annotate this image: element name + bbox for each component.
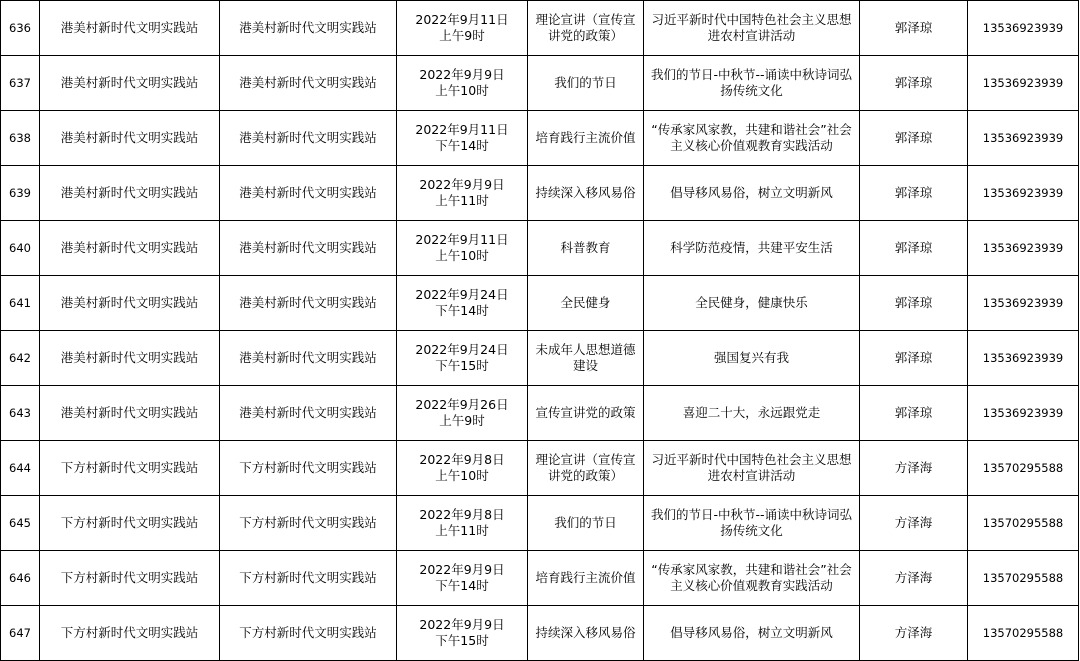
table-body <box>1 1 1079 661</box>
activity-content-cell: 科学防范疫情，共建平安生活 <box>644 221 860 276</box>
unit-name-cell: 港美村新时代文明实践站 <box>40 56 220 111</box>
activity-content-cell: 习近平新时代中国特色社会主义思想进农村宣讲活动 <box>644 1 860 56</box>
unit-name-cell: 下方村新时代文明实践站 <box>40 551 220 606</box>
table-row <box>1 551 1079 606</box>
datetime-cell <box>397 551 528 606</box>
unit-name-cell: 港美村新时代文明实践站 <box>40 221 220 276</box>
activity-content-cell: 倡导移风易俗，树立文明新风 <box>644 166 860 221</box>
table-row <box>1 386 1079 441</box>
table-row <box>1 221 1079 276</box>
activity-content-cell: 喜迎二十大，永远跟党走 <box>644 386 860 441</box>
phone-cell: 13570295588 <box>968 441 1079 496</box>
row-number-cell: 644 <box>1 441 40 496</box>
date-text: 2022年9月24日 <box>415 342 509 357</box>
activity-type-cell: 持续深入移风易俗 <box>528 166 644 221</box>
venue-cell: 港美村新时代文明实践站 <box>220 166 397 221</box>
venue-cell: 港美村新时代文明实践站 <box>220 1 397 56</box>
row-number-cell: 639 <box>1 166 40 221</box>
phone-cell: 13536923939 <box>968 276 1079 331</box>
venue-cell: 下方村新时代文明实践站 <box>220 606 397 661</box>
unit-name-cell: 港美村新时代文明实践站 <box>40 276 220 331</box>
contact-person-cell: 郭泽琼 <box>860 1 968 56</box>
activity-type-cell: 我们的节日 <box>528 56 644 111</box>
time-text: 上午9时 <box>439 28 485 43</box>
time-text: 上午10时 <box>435 468 489 483</box>
activity-type-cell: 全民健身 <box>528 276 644 331</box>
venue-cell: 港美村新时代文明实践站 <box>220 386 397 441</box>
row-number-cell: 640 <box>1 221 40 276</box>
contact-person-cell: 郭泽琼 <box>860 386 968 441</box>
venue-cell: 港美村新时代文明实践站 <box>220 331 397 386</box>
date-text: 2022年9月11日 <box>415 12 509 27</box>
date-text: 2022年9月24日 <box>415 287 509 302</box>
unit-name-cell: 港美村新时代文明实践站 <box>40 111 220 166</box>
activity-type-cell: 持续深入移风易俗 <box>528 606 644 661</box>
activity-content-cell: 我们的节日-中秋节--诵读中秋诗词弘扬传统文化 <box>644 496 860 551</box>
time-text: 上午10时 <box>435 83 489 98</box>
row-number-cell: 641 <box>1 276 40 331</box>
date-text: 2022年9月11日 <box>415 232 509 247</box>
unit-name-cell: 港美村新时代文明实践站 <box>40 331 220 386</box>
datetime-cell <box>397 331 528 386</box>
phone-cell: 13570295588 <box>968 551 1079 606</box>
time-text: 下午15时 <box>435 633 489 648</box>
phone-cell: 13536923939 <box>968 331 1079 386</box>
phone-cell: 13536923939 <box>968 166 1079 221</box>
time-text: 下午14时 <box>435 578 489 593</box>
contact-person-cell: 郭泽琼 <box>860 331 968 386</box>
activity-type-cell: 我们的节日 <box>528 496 644 551</box>
venue-cell: 港美村新时代文明实践站 <box>220 56 397 111</box>
activity-type-cell: 科普教育 <box>528 221 644 276</box>
unit-name-cell: 下方村新时代文明实践站 <box>40 441 220 496</box>
date-text: 2022年9月9日 <box>419 617 505 632</box>
datetime-cell <box>397 166 528 221</box>
unit-name-cell: 下方村新时代文明实践站 <box>40 496 220 551</box>
row-number-cell: 638 <box>1 111 40 166</box>
activity-type-cell: 未成年人思想道德建设 <box>528 331 644 386</box>
table-row <box>1 276 1079 331</box>
venue-cell: 下方村新时代文明实践站 <box>220 551 397 606</box>
phone-cell: 13536923939 <box>968 221 1079 276</box>
date-text: 2022年9月8日 <box>419 452 505 467</box>
activity-content-cell: 习近平新时代中国特色社会主义思想进农村宣讲活动 <box>644 441 860 496</box>
table-row <box>1 496 1079 551</box>
phone-cell: 13536923939 <box>968 386 1079 441</box>
row-number-cell: 642 <box>1 331 40 386</box>
datetime-cell <box>397 386 528 441</box>
activity-content-cell: 倡导移风易俗，树立文明新风 <box>644 606 860 661</box>
row-number-cell: 645 <box>1 496 40 551</box>
date-text: 2022年9月8日 <box>419 507 505 522</box>
time-text: 上午11时 <box>435 523 489 538</box>
row-number-cell: 636 <box>1 1 40 56</box>
table-row <box>1 441 1079 496</box>
datetime-cell <box>397 606 528 661</box>
venue-cell: 港美村新时代文明实践站 <box>220 111 397 166</box>
venue-cell: 下方村新时代文明实践站 <box>220 441 397 496</box>
activity-type-cell: 培育践行主流价值 <box>528 111 644 166</box>
datetime-cell <box>397 276 528 331</box>
contact-person-cell: 方泽海 <box>860 441 968 496</box>
time-text: 上午9时 <box>439 413 485 428</box>
contact-person-cell: 郭泽琼 <box>860 56 968 111</box>
datetime-cell <box>397 221 528 276</box>
datetime-cell <box>397 1 528 56</box>
unit-name-cell: 下方村新时代文明实践站 <box>40 606 220 661</box>
activity-content-cell: 全民健身，健康快乐 <box>644 276 860 331</box>
date-text: 2022年9月9日 <box>419 177 505 192</box>
contact-person-cell: 郭泽琼 <box>860 166 968 221</box>
contact-person-cell: 方泽海 <box>860 606 968 661</box>
row-number-cell: 637 <box>1 56 40 111</box>
activity-content-cell: “传承家风家教，共建和谐社会”社会主义核心价值观教育实践活动 <box>644 551 860 606</box>
activity-type-cell: 理论宣讲（宣传宣讲党的政策） <box>528 441 644 496</box>
venue-cell: 港美村新时代文明实践站 <box>220 276 397 331</box>
activity-type-cell: 培育践行主流价值 <box>528 551 644 606</box>
time-text: 下午15时 <box>435 358 489 373</box>
contact-person-cell: 郭泽琼 <box>860 111 968 166</box>
table-row <box>1 1 1079 56</box>
activity-content-cell: 我们的节日-中秋节--诵读中秋诗词弘扬传统文化 <box>644 56 860 111</box>
datetime-cell <box>397 496 528 551</box>
activity-content-cell: “传承家风家教，共建和谐社会”社会主义核心价值观教育实践活动 <box>644 111 860 166</box>
table-row <box>1 166 1079 221</box>
phone-cell: 13536923939 <box>968 111 1079 166</box>
table-row <box>1 56 1079 111</box>
venue-cell: 下方村新时代文明实践站 <box>220 496 397 551</box>
table-row <box>1 331 1079 386</box>
table-row <box>1 111 1079 166</box>
unit-name-cell: 港美村新时代文明实践站 <box>40 166 220 221</box>
datetime-cell <box>397 441 528 496</box>
datetime-cell <box>397 111 528 166</box>
row-number-cell: 643 <box>1 386 40 441</box>
datetime-cell <box>397 56 528 111</box>
contact-person-cell: 方泽海 <box>860 496 968 551</box>
contact-person-cell: 郭泽琼 <box>860 276 968 331</box>
contact-person-cell: 方泽海 <box>860 551 968 606</box>
activity-type-cell: 理论宣讲（宣传宣讲党的政策） <box>528 1 644 56</box>
unit-name-cell: 港美村新时代文明实践站 <box>40 1 220 56</box>
row-number-cell: 647 <box>1 606 40 661</box>
activity-content-cell: 强国复兴有我 <box>644 331 860 386</box>
contact-person-cell: 郭泽琼 <box>860 221 968 276</box>
time-text: 下午14时 <box>435 303 489 318</box>
unit-name-cell: 港美村新时代文明实践站 <box>40 386 220 441</box>
date-text: 2022年9月9日 <box>419 67 505 82</box>
date-text: 2022年9月11日 <box>415 122 509 137</box>
time-text: 上午11时 <box>435 193 489 208</box>
row-number-cell: 646 <box>1 551 40 606</box>
time-text: 下午14时 <box>435 138 489 153</box>
date-text: 2022年9月9日 <box>419 562 505 577</box>
phone-cell: 13570295588 <box>968 606 1079 661</box>
venue-cell: 港美村新时代文明实践站 <box>220 221 397 276</box>
phone-cell: 13536923939 <box>968 1 1079 56</box>
activity-type-cell: 宣传宣讲党的政策 <box>528 386 644 441</box>
date-text: 2022年9月26日 <box>415 397 509 412</box>
phone-cell: 13536923939 <box>968 56 1079 111</box>
phone-cell: 13570295588 <box>968 496 1079 551</box>
time-text: 上午10时 <box>435 248 489 263</box>
table-row <box>1 606 1079 661</box>
